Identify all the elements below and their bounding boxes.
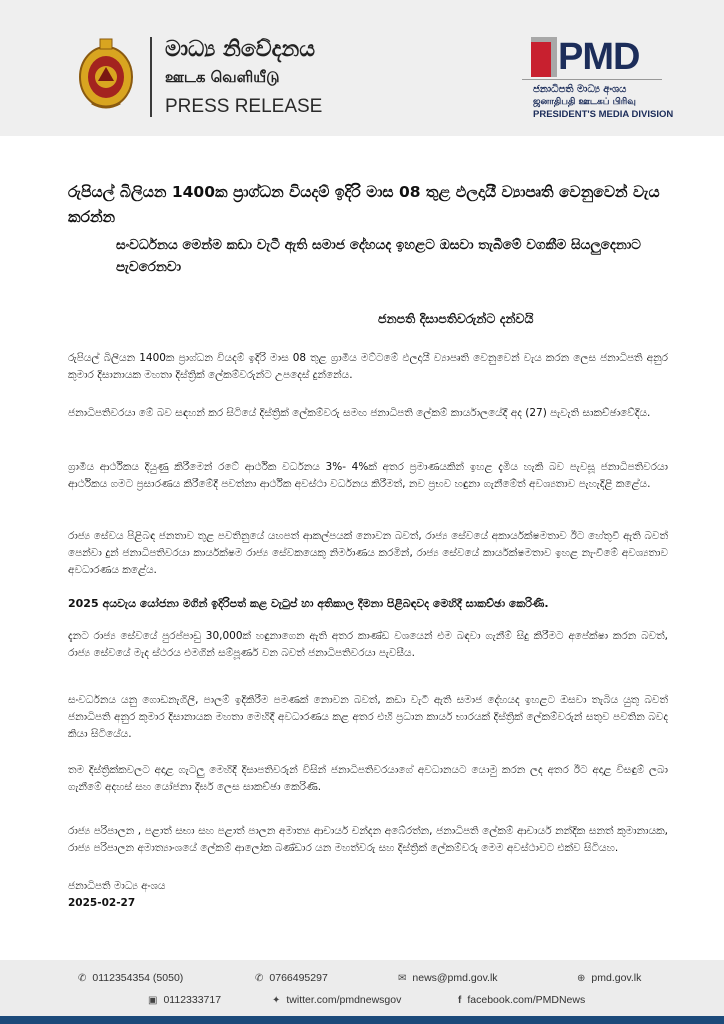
- globe-icon: ⊕: [577, 972, 586, 984]
- facebook-text[interactable]: facebook.com/PMDNews: [467, 994, 586, 1006]
- article-subtitle: සංවර්ධනය මෙන්ම කඩා වැටී ඇති සමාජ දේහයද ඉහළට ඔසවා තැබීමේ වගකීම සියලුදෙනාට පැවරෙනවා: [116, 237, 641, 275]
- twitter-icon: ✦: [272, 994, 281, 1006]
- pmd-logo-rule: [522, 79, 662, 80]
- paragraph-8: තම දිස්ත්‍රික්කවලට අදාළ ගැටලු මෙහිදී දිසාපතිවරුන් විසින් ජනාධිපතිවරයාගේ අවධානයට යොමු කරන ලද අතර ඊට අදාළ විසඳුම් ලබා ගැනීමේ අදහස් සහ යෝජනා දීර්ඝ ලෙස සාකච්ඡා කෙරිණි.: [68, 764, 668, 793]
- paragraph-2: ජනාධිපතිවරයා මේ බව සඳහන් කර සිටියේ දිස්ත්‍රික් ලේකම්වරු සමඟ ජනාධිපති ලේකම් කාර්යාලයේදී අද (27) පැවැති සාකච්ඡාවේදිය.: [68, 407, 651, 419]
- division-name-english: PRESIDENT'S MEDIA DIVISION: [533, 109, 674, 120]
- fax-text: 0112333717: [163, 994, 222, 1006]
- phone-contact-2: [255, 972, 328, 984]
- pmd-logo-text: PMD: [558, 36, 640, 78]
- division-name-sinhala: ජනාධිපති මාධ්‍ය අංශය: [533, 84, 627, 95]
- fax-contact: [148, 994, 221, 1006]
- press-release-title-tamil: ஊடக வெளியீடு: [165, 68, 280, 86]
- facebook-contact[interactable]: [458, 994, 585, 1006]
- fax-icon: ▣: [148, 994, 158, 1006]
- email-text[interactable]: news@pmd.gov.lk: [412, 972, 498, 984]
- footer-bar: [0, 1016, 724, 1024]
- twitter-contact[interactable]: [272, 994, 401, 1006]
- twitter-text[interactable]: twitter.com/pmdnewsgov: [286, 994, 402, 1006]
- website-text[interactable]: pmd.gov.lk: [591, 972, 642, 984]
- phone-icon: ✆: [255, 972, 264, 984]
- article-title: රුපියල් බිලියන 1400ක ප්‍රාග්ධන වියදම් ඉදිරි මාස 08 තුළ ඵලදායී ව්‍යාපෘති වෙනුවෙන් වැය කරන්න: [68, 183, 660, 226]
- signoff-date: 2025-02-27: [68, 897, 136, 909]
- pmd-logo-red-block: [531, 42, 551, 77]
- phone-contact-1: [78, 972, 183, 984]
- paragraph-6: දැනට රාජ්‍ය සේවයේ පුරප්පාඩු 30,000ක් හඳුනාගෙන ඇති අතර කාණ්ඩ වශයෙන් එම බඳවා ගැනීම් සිදු කිරීමට අපේක්ෂා කරන බවත්, රාජ්‍ය සේවයේ මැද ස්ථරය එමගින් සම්පූර්ණ වන බවත් ජනාධිපතිවරයා පැවසීය.: [68, 630, 668, 659]
- paragraph-5: 2025 අයවැය යෝජනා මගින් ඉදිරිපත් කළ වැටුප් හා අතිකාල දීමනා පිළිබඳවද මෙහිදී සාකච්ඡා කෙරිණි.: [68, 597, 549, 610]
- website-contact[interactable]: [577, 972, 641, 984]
- press-release-title-english: PRESS RELEASE: [165, 96, 323, 117]
- facebook-icon: f: [458, 994, 462, 1006]
- letterhead: [0, 0, 724, 136]
- paragraph-1: රුපියල් බිලියන 1400ක ප්‍රාග්ධන වියදම් ඉදිරි මාස 08 තුළ ග්‍රාමීය මට්ටමේ ඵලදායී ව්‍යාපෘති වෙනුවෙන් වැය කරන ලෙස ජනාධිපති අනුර කුමාර දිසානායක මහතා දිස්ත්‍රික් ලේකම්වරුන්ට උපදෙස් දුන්නේය.: [68, 352, 668, 381]
- article-byline: ජනපති දිසාපතිවරුන්ට දන්වයි: [378, 311, 534, 326]
- header-divider: [150, 37, 152, 117]
- paragraph-7: සංවර්ධනය යනු ගොඩනැගිලි, පාලම් ඉදිකිරීම පමණක් නොවන බවත්, කඩා වැටී ඇති සමාජ දේහයද ඉහළට ඔසවා තැබිය යුතු බවත් ජනාධිපති අනුර කුමාර දිසානායක මහතා මෙහිදී අවධාරණය කළ අතර එහි ප්‍රධාන කාර්ය භාරයක් දිස්ත්‍රික් ලේකම්වරුන් සතුව පවතින බවද කියා සිටියේය.: [68, 694, 668, 740]
- phone-1-text: 0112354354 (5050): [92, 972, 184, 984]
- phone-2-text: 0766495297: [269, 972, 328, 984]
- paragraph-3: ග්‍රාමීය ආර්ථිකය දියුණු කිරීමෙන් රටේ ආර්ථික වර්ධනය 3%- 4%ක් අතර ප්‍රමාණයකින් ඉහළ දැමිය හැකි බව පැවසූ ජනාධිපතිවරයා ආර්ථිකය ගමට ප්‍රසාරණය කිරීමේදී පවත්නා ආර්ථික අවස්ථා වර්ධනය කිරීමත්, නව ප්‍රභව හඳුනා ගැනීමේත් අවශ්‍යතාව පැහැදිළි කළේය.: [68, 461, 668, 490]
- signoff-organization: ජනාධිපති මාධ්‍ය අංශය: [68, 880, 166, 892]
- sri-lanka-emblem-icon: [78, 37, 134, 111]
- press-release-title-sinhala: මාධ්‍ය නිවේදනය: [165, 37, 316, 62]
- email-contact[interactable]: [398, 972, 498, 984]
- email-icon: ✉: [398, 972, 407, 984]
- phone-icon: ✆: [78, 972, 87, 984]
- paragraph-9: රාජ්‍ය පරිපාලන , පළාත් සභා සහ පළාත් පාලන අමාත්‍ය ආචාර්ය චන්දන අබේරත්න, ජනාධිපති ලේකම් ආචාර්ය නන්දික සනත් කුමානායක, රාජ්‍ය පරිපාලන අමාත්‍යාංශයේ ලේකම් ආලෝක බණ්ඩාර යන මහත්වරු සහ දිස්ත්‍රික් ලේකම්වරු මෙම අවස්ථාවට එක්ව සිටියහ.: [68, 825, 668, 854]
- signoff: [68, 878, 668, 912]
- contact-footer: [0, 960, 724, 1016]
- division-name-tamil: ஜனாதிபதி ஊடகப் பிரிவு: [533, 97, 636, 107]
- paragraph-4: රාජ්‍ය සේවය පිළිබඳ ජනතාව තුළ පවතිනුයේ යහපත් ආකල්පයක් නොවන බවත්, රාජ්‍ය සේවයේ අකාර්යක්ෂමතාව ඊට හේතුවී ඇති බවත් පෙන්වා දුන් ජනාධිපතිවරයා කාර්යක්ෂම රාජ්‍ය සේවකයෙකු නිර්මාණය කරමින්, රාජ්‍ය සේවයේ කාර්යක්ෂමතාව ඉහළ නැංවීමේ අවශ්‍යතාව අවධාරණය කළේය.: [68, 530, 668, 576]
